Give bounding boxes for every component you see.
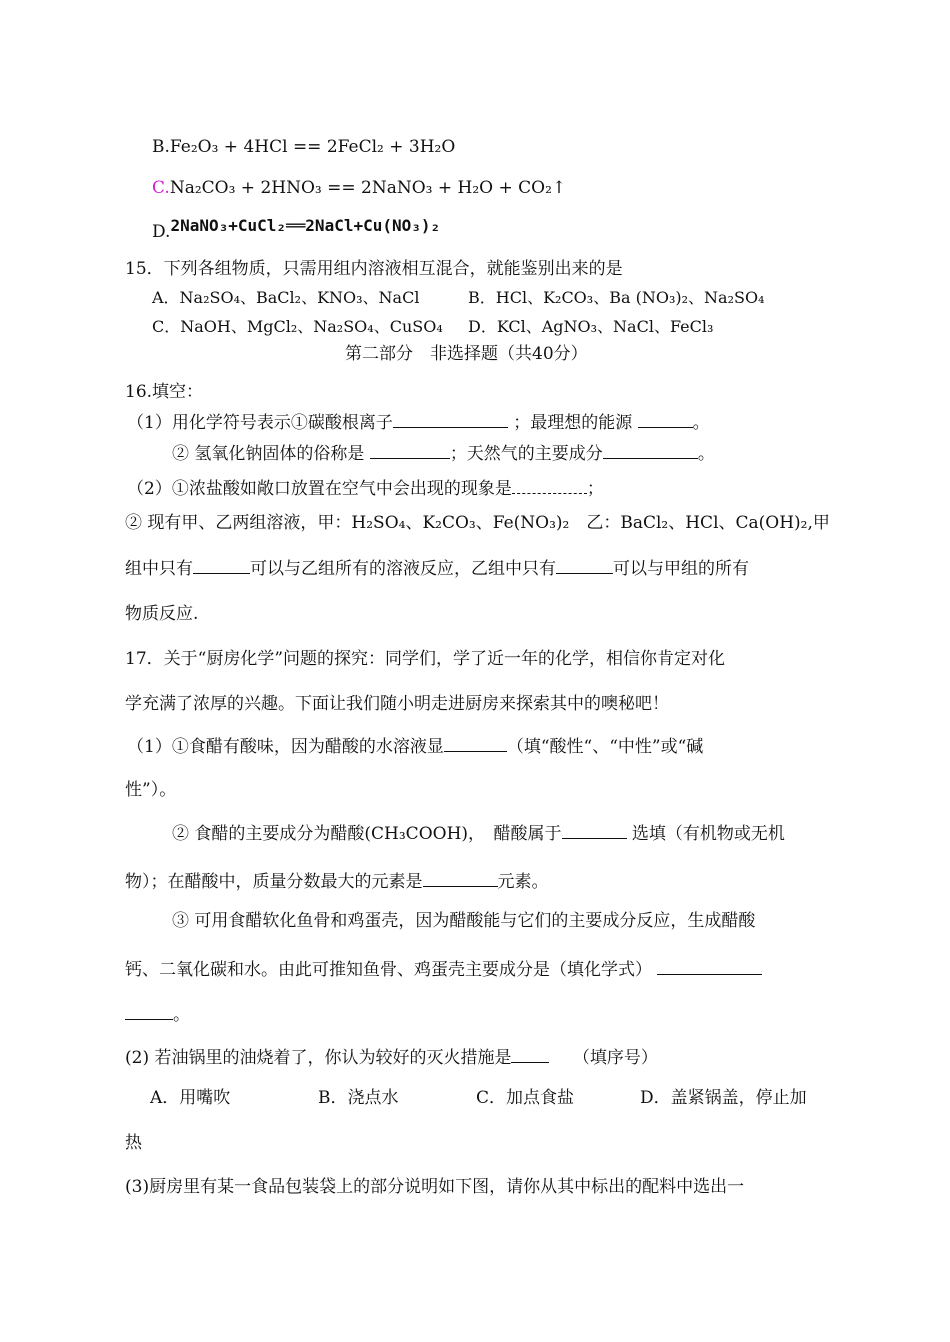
q17-line-10 — [125, 1046, 658, 1069]
q17-line-3 — [127, 735, 703, 758]
q14-option-d — [152, 215, 441, 242]
answer-blank[interactable] — [444, 735, 507, 752]
q16-line-5-text-a: 组中只有 — [125, 559, 193, 579]
q16-line-5-text-c: 可以与甲组的所有 — [613, 559, 749, 579]
q15-option-d: D．KCl、AgNO₃、NaCl、FeCl₃ — [468, 317, 714, 336]
q16-line-2-text-a: ② 氢氧化钠固体的俗称是 — [172, 444, 365, 464]
q17-line-7: ③ 可用食醋软化鱼骨和鸡蛋壳，因为醋酸能与它们的主要成分反应，生成醋酸 — [172, 911, 756, 931]
answer-blank[interactable] — [638, 411, 693, 428]
part2-heading: 第二部分 非选择题（共40分） — [345, 344, 588, 364]
q14-option-b — [152, 136, 455, 158]
q17-line-4: 性”）。 — [125, 780, 177, 800]
q16-line-4: ② 现有甲、乙两组溶液，甲：H₂SO₄、K₂CO₃、Fe(NO₃)₂ 乙：BaCl₂、HCl、Ca(OH)₂,甲 — [125, 513, 830, 533]
q17-line-10-text-a: (2) 若油锅里的油烧着了，你认为较好的灭火措施是 — [125, 1048, 512, 1068]
q17-line-10-text-b: （填序号） — [572, 1048, 658, 1068]
q17-line-3-text-b: （填“酸性“、“中性”或“碱 — [506, 737, 704, 757]
q17-option-a: A．用嘴吹 — [150, 1088, 231, 1108]
q17-line-9 — [125, 1003, 190, 1026]
q15-option-c: C．NaOH、MgCl₂、Na₂SO₄、CuSO₄ — [152, 317, 443, 336]
q17-line-8 — [125, 958, 762, 981]
answer-blank[interactable] — [393, 411, 508, 428]
q17-option-c: C．加点食盐 — [476, 1088, 575, 1108]
answer-blank[interactable] — [511, 1046, 549, 1063]
q14-option-c — [152, 177, 566, 199]
q17-line-5-text-b: 选填（有机物或无机 — [626, 824, 785, 844]
q14-option-c-label: C. — [152, 178, 170, 198]
answer-blank[interactable] — [193, 557, 250, 574]
q16-line-1-text-b: ；最理想的能源 — [513, 413, 633, 433]
answer-blank[interactable] — [556, 557, 613, 574]
answer-blank[interactable] — [562, 822, 627, 839]
q16-line-1-text-c: 。 — [692, 413, 710, 433]
q17-line-2: 学充满了浓厚的兴趣。下面让我们随小明走进厨房来探索其中的噢秘吧！ — [125, 694, 669, 714]
q16-line-1 — [127, 411, 710, 434]
q17-line-8-text: 钙、二氧化碳和水。由此可推知鱼骨、鸡蛋壳主要成分是（填化学式） — [125, 960, 652, 980]
q16-line-3-text-a: （2）①浓盐酸如敞口放置在空气中会出现的现象是 — [127, 479, 512, 499]
q15-stem: 15．下列各组物质，只需用组内溶液相互混合，就能鉴别出来的是 — [125, 259, 623, 279]
q15-option-b: B．HCl、K₂CO₃、Ba (NO₃)₂、Na₂SO₄ — [468, 288, 765, 307]
q17-line-6-text-b: 元素。 — [497, 872, 549, 892]
q16-title: 16.填空： — [125, 382, 204, 402]
q17-line-5-text-a: ② 食醋的主要成分为醋酸(CH₃COOH)， 醋酸属于 — [172, 824, 562, 844]
answer-blank[interactable] — [512, 477, 587, 494]
q16-line-1-text-a: （1）用化学符号表示①碳酸根离子 — [127, 413, 393, 433]
q14-option-b-equation: Fe₂O₃ + 4HCl == 2FeCl₂ + 3H₂O — [169, 137, 456, 157]
q16-line-2 — [172, 442, 715, 465]
q17-line-6-text-a: 物）；在醋酸中，质量分数最大的元素是 — [125, 872, 423, 892]
answer-blank[interactable] — [423, 870, 498, 887]
answer-blank[interactable] — [603, 442, 698, 459]
q16-line-2-text-c: 。 — [697, 444, 715, 464]
q17-line-1: 17．关于“厨房化学”问题的探究：同学们，学了近一年的化学，相信你肯定对化 — [125, 649, 726, 669]
q17-line-5 — [172, 822, 785, 845]
q16-line-3-text-b: ； — [586, 479, 604, 499]
q16-line-6: 物质反应. — [125, 604, 199, 624]
q17-line-13: (3)厨房里有某一食品包装袋上的部分说明如下图，请你从其中标出的配料中选出一 — [125, 1177, 745, 1197]
q15-option-a: A．Na₂SO₄、BaCl₂、KNO₃、NaCl — [152, 288, 420, 307]
answer-blank[interactable] — [370, 442, 450, 459]
q14-option-d-label: D. — [152, 222, 171, 242]
q14-option-b-label: B. — [152, 137, 170, 157]
answer-blank[interactable] — [125, 1003, 173, 1020]
q16-line-5 — [125, 557, 749, 580]
q17-option-b: B．浇点水 — [318, 1088, 399, 1108]
q14-option-d-equation: 2NaNO₃+CuCl₂══2NaCl+Cu(NO₃)₂ — [170, 216, 441, 235]
q16-line-5-text-b: 可以与乙组所有的溶液反应，乙组中只有 — [250, 559, 556, 579]
q14-option-c-equation: Na₂CO₃ + 2HNO₃ == 2NaNO₃ + H₂O + CO₂↑ — [169, 178, 567, 198]
q16-line-3 — [127, 477, 604, 500]
q17-line-6 — [125, 870, 549, 893]
q16-line-2-text-b: ；天然气的主要成分 — [449, 444, 603, 464]
q17-line-12: 热 — [125, 1133, 142, 1153]
q17-option-d: D．盖紧锅盖，停止加 — [640, 1088, 807, 1108]
answer-blank[interactable] — [657, 958, 762, 975]
q17-line-3-text-a: （1）①食醋有酸味，因为醋酸的水溶液显 — [127, 737, 444, 757]
q17-line-9-text: 。 — [173, 1005, 190, 1025]
